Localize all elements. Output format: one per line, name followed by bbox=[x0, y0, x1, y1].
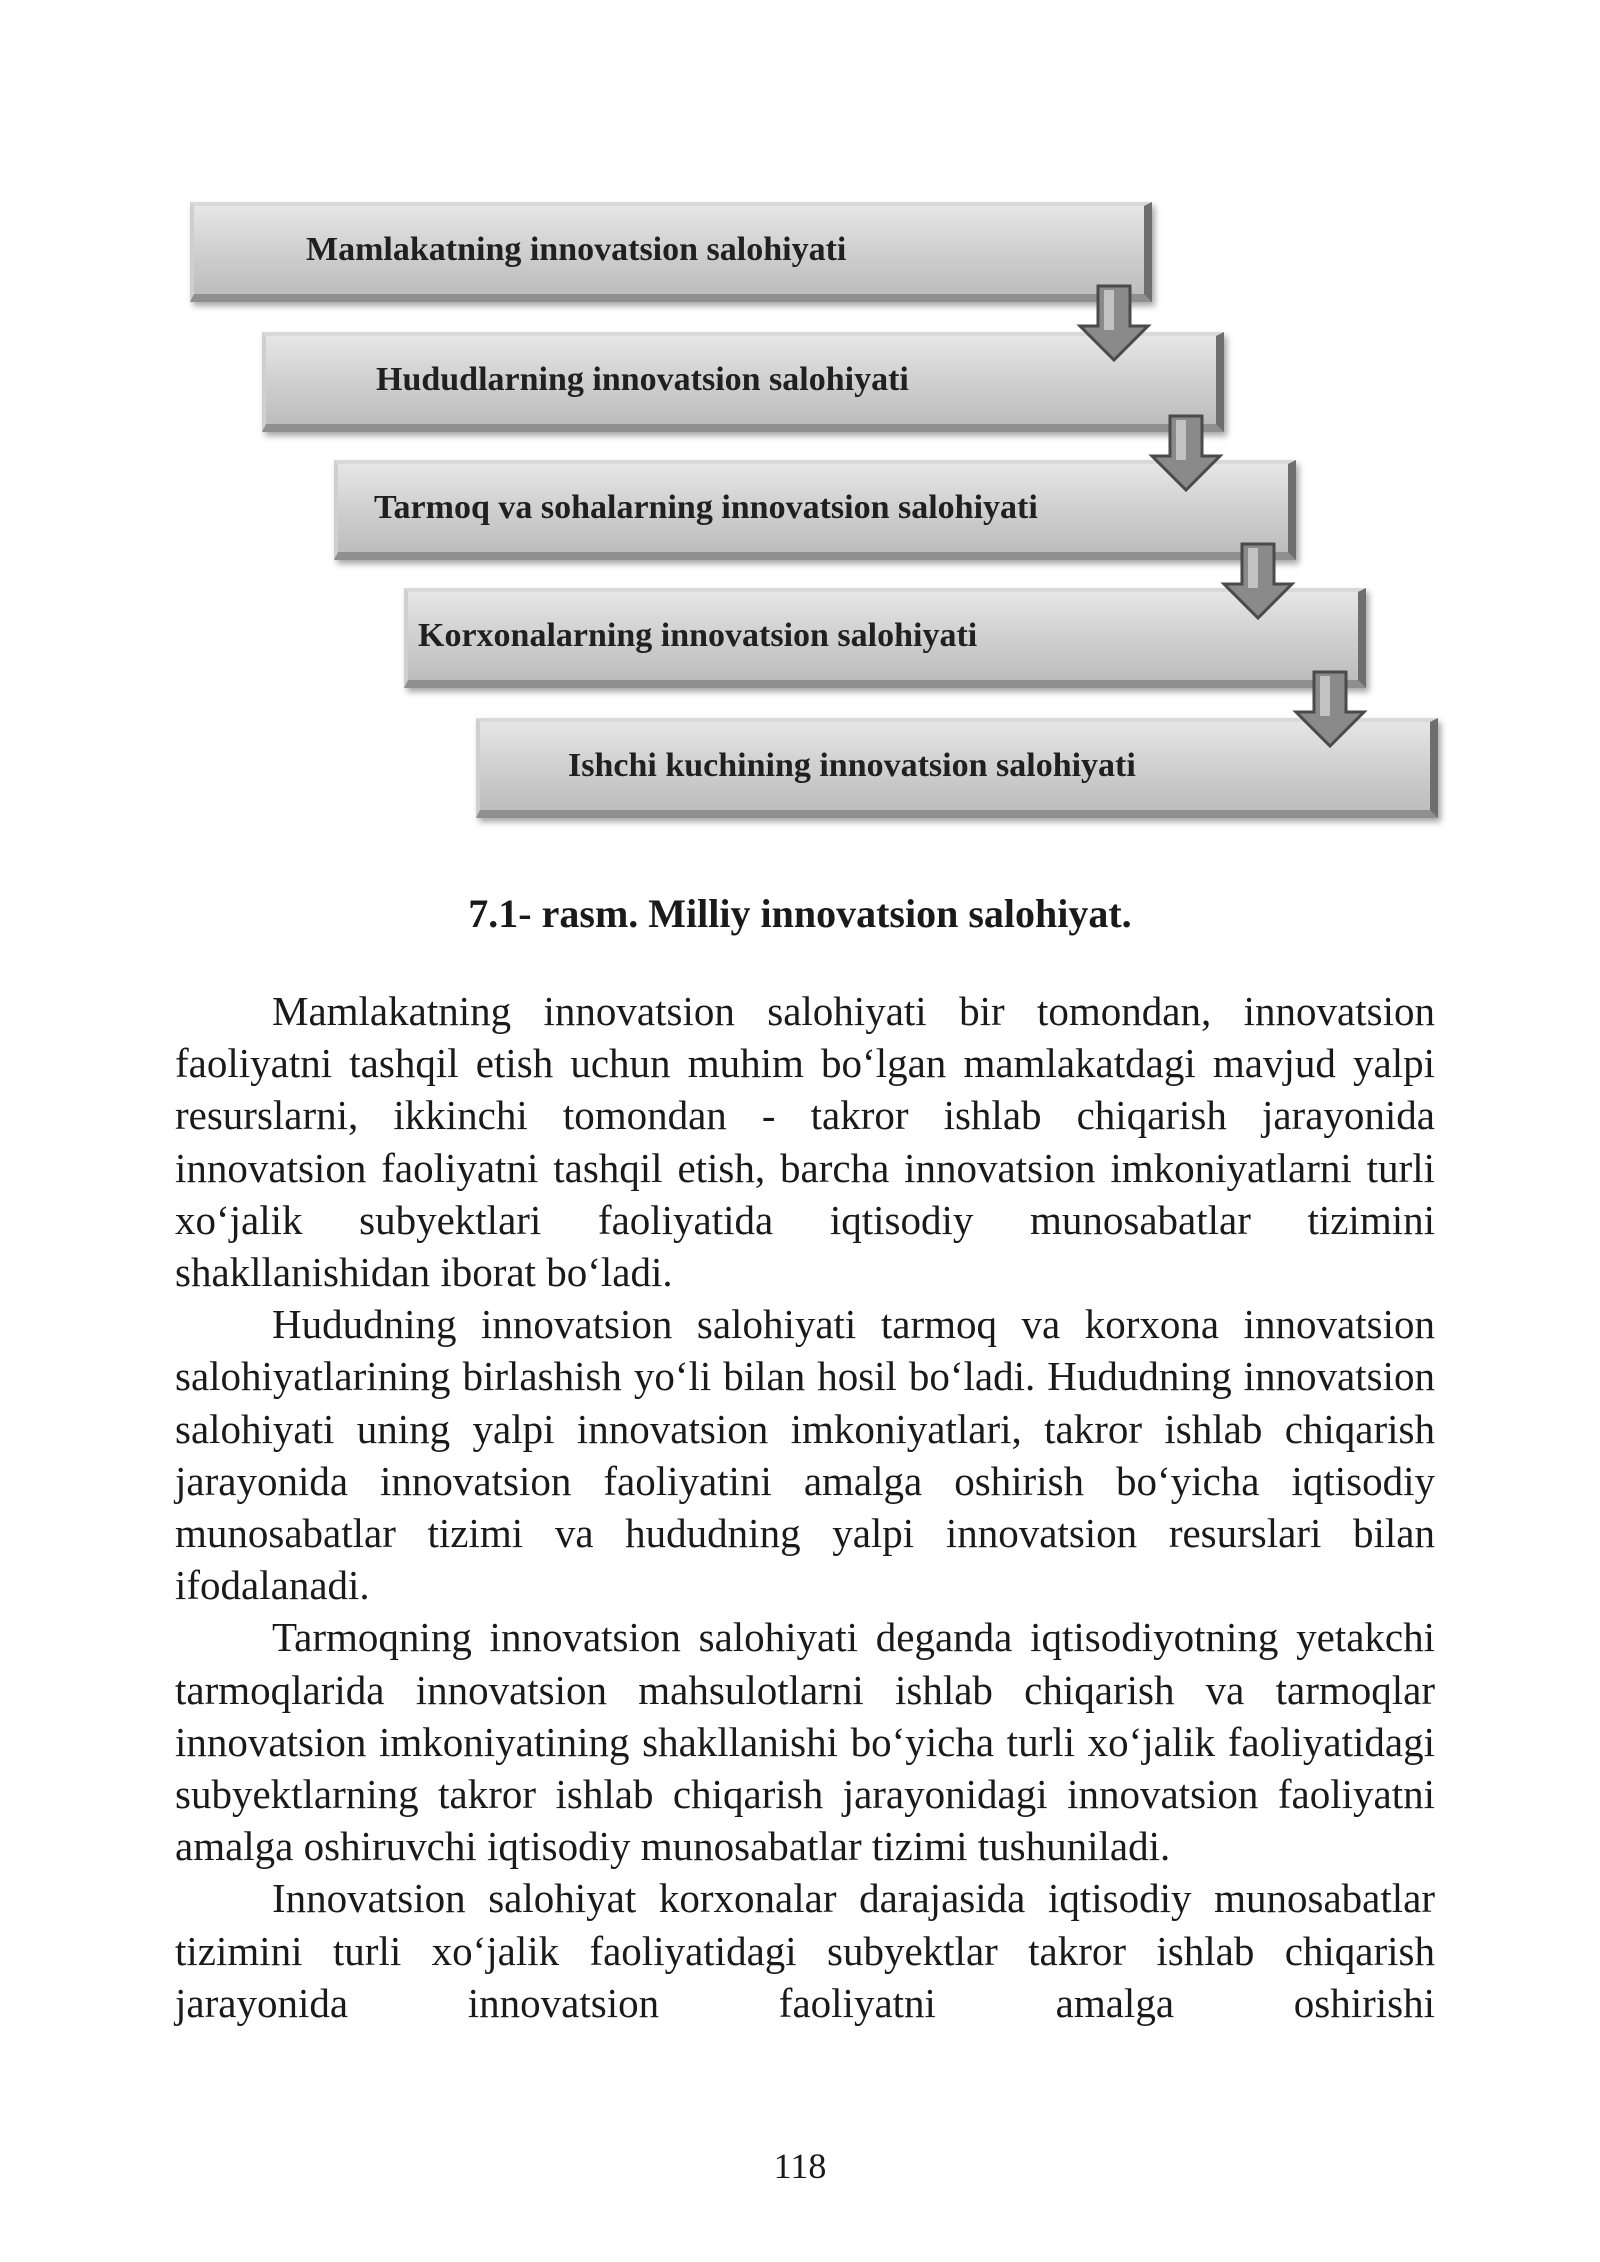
paragraph: Tarmoqning innovatsion salohiyati deganda iqtisodiyotning yetakchi tarmoqlarida innovatsion mahsulotlarni ishlab chiqarish va tarmoqlar innovatsion imkoniyatining shakllanishi bo‘yicha turli xo‘jalik faoliyatidagi subyektlarning takror ishlab chiqarish jarayonidagi innovatsion faoliyatni amalga oshiruvchi iqtisodiy munosabatlar tizimi tushuniladi. bbox=[175, 1614, 1435, 1870]
diagram-step-label: Korxonalarning innovatsion salohiyati bbox=[418, 617, 978, 654]
paragraph: Hududning innovatsion salohiyati tarmoq va korxona innovatsion salohiyatlarining birlashish yo‘li bilan hosil bo‘ladi. Hududning innovatsion salohiyati uning yalpi innovatsion imkoniyatlari, takror ishlab chiqarish jarayonida innovatsion faoliyatini amalga oshirish bo‘yicha iqtisodiy munosabatlar tizimi va hududning yalpi innovatsion resurslari bilan ifodalanadi. bbox=[175, 1301, 1435, 1609]
diagram-step-label: Mamlakatning innovatsion salohiyati bbox=[306, 231, 847, 268]
diagram-step-label: Ishchi kuchining innovatsion salohiyati bbox=[568, 747, 1136, 784]
diagram-step-label: Tarmoq va sohalarning innovatsion salohiyati bbox=[374, 489, 1038, 526]
paragraph: Mamlakatning innovatsion salohiyati bir tomondan, innovatsion faoliyatni tashqil etish uchun muhim bo‘lgan mamlakatdagi mavjud yalpi resurslarni, ikkinchi tomondan - takror ishlab chiqarish jarayonida innovatsion faoliyatni tashqil etish, barcha innovatsion imkoniyatlarni turli xo‘jalik subyektlari faoliyatida iqtisodiy munosabatlar tizimini shakllanishidan iborat bo‘ladi. bbox=[175, 988, 1435, 1296]
diagram-step-label: Hududlarning innovatsion salohiyati bbox=[376, 361, 909, 398]
body-text bbox=[175, 985, 1435, 2029]
down-arrow-icon bbox=[1146, 414, 1226, 494]
innovation-potential-diagram bbox=[0, 0, 1600, 860]
diagram-step-country bbox=[190, 202, 1152, 302]
paragraph: Innovatsion salohiyat korxonalar darajasida iqtisodiy munosabatlar tizimini turli xo‘jalik faoliyatidagi subyektlar takror ishlab chiqarish jarayonida innovatsion faoliyatni amalga oshirishi bbox=[175, 1875, 1435, 2026]
down-arrow-icon bbox=[1074, 284, 1154, 364]
down-arrow-icon bbox=[1290, 670, 1370, 750]
page-number: 118 bbox=[773, 2146, 827, 2186]
down-arrow-icon bbox=[1218, 542, 1298, 622]
figure-caption: 7.1- rasm. Milliy innovatsion salohiyat. bbox=[468, 891, 1132, 936]
